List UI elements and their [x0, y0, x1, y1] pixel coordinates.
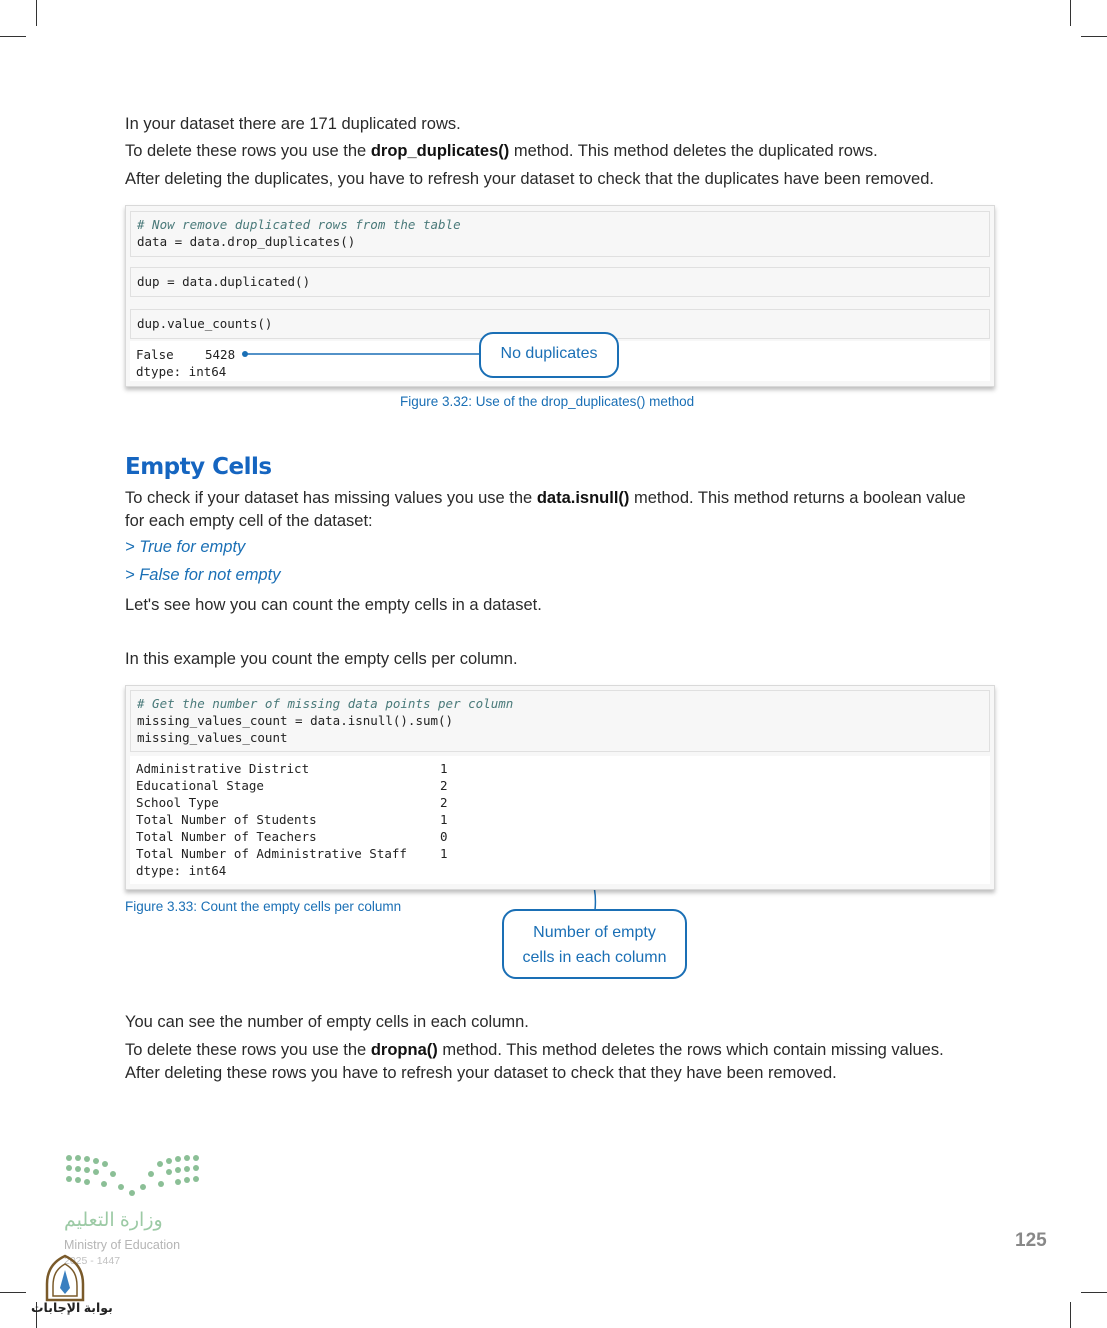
code-comment: # Now remove duplicated rows from the table [137, 217, 461, 232]
figure-caption-3-33: Figure 3.33: Count the empty cells per column [125, 899, 402, 914]
output-row-label: School Type [136, 795, 219, 810]
section-paragraph-3: In this example you count the empty cells per column. [125, 650, 518, 668]
output-row-value: 2 [440, 795, 448, 810]
output-row-value: 1 [440, 812, 448, 827]
isnull-method-name: data.isnull() [536, 489, 630, 507]
output-row-value: 1 [440, 761, 448, 776]
section-paragraph-1 [125, 487, 966, 509]
callout-no-duplicates [479, 332, 619, 378]
portal-stamp-label: بوابة الإجابات [31, 1301, 113, 1315]
section-paragraph-2: Let's see how you can count the empty cells in a dataset. [125, 596, 542, 614]
output-row-label: Total Number of Administrative Staff [136, 846, 407, 861]
ministry-years: 2025 - 1447 [64, 1255, 121, 1267]
intro-line-2-text: To delete these rows you use the [125, 142, 371, 160]
portal-emblem-icon [44, 1254, 86, 1302]
output-false-value: 5428 [205, 347, 236, 362]
outro-line-1: You can see the number of empty cells in each column. [125, 1013, 529, 1031]
list-item-false: > False for not empty [125, 566, 281, 584]
code-line: data = data.drop_duplicates() [137, 234, 356, 249]
page-number: 125 [1015, 1230, 1047, 1251]
code-line: missing_values_count [137, 730, 288, 745]
output-row-label: Total Number of Teachers [136, 829, 317, 844]
code-comment: # Get the number of missing data points per column [137, 696, 514, 711]
section-paragraph-1-cont: for each empty cell of the dataset: [125, 512, 373, 530]
callout-text: No duplicates [500, 345, 598, 362]
outro-line-3: After deleting these rows you have to refresh your dataset to check that they have been removed. [125, 1064, 837, 1082]
output-row-label: Total Number of Students [136, 812, 317, 827]
output-row-label: Administrative District [136, 761, 310, 776]
intro-method-name: drop_duplicates() [370, 142, 510, 160]
output-dtype: dtype: int64 [136, 863, 227, 878]
outro-line-2 [125, 1039, 944, 1061]
figure-caption-3-32: Figure 3.32: Use of the drop_duplicates() method [400, 394, 695, 409]
callout-empty-cells [502, 909, 687, 979]
ministry-name-en: Ministry of Education [64, 1238, 181, 1252]
callout-text: cells in each column [522, 949, 667, 966]
intro-line-2-tail: method. This method deletes the duplicated rows. [509, 142, 878, 160]
paragraph-tail: method. This method returns a boolean value [629, 489, 966, 507]
ministry-logo [62, 1150, 202, 1200]
output-false-label: False [136, 347, 174, 362]
ministry-name-ar: وزارة التعليم [64, 1210, 163, 1231]
output-row-label: Educational Stage [136, 778, 264, 793]
code-figure-isnull [125, 685, 995, 890]
list-item-true: > True for empty [125, 538, 246, 556]
intro-line-3: After deleting the duplicates, you have to refresh your dataset to check that the duplicates have been removed. [125, 170, 934, 188]
outro-text: To delete these rows you use the [125, 1041, 371, 1059]
output-cell [130, 756, 990, 884]
output-dtype: dtype: int64 [136, 364, 227, 379]
paragraph-text: To check if your dataset has missing values you use the [125, 489, 537, 507]
code-line: dup = data.duplicated() [137, 274, 311, 289]
outro-tail: method. This method deletes the rows which contain missing values. [437, 1041, 944, 1059]
output-row-value: 0 [440, 829, 448, 844]
code-cell-missing [130, 690, 990, 752]
dropna-method-name: dropna() [370, 1041, 438, 1059]
code-line: dup.value_counts() [137, 316, 273, 331]
output-row-value: 1 [440, 846, 448, 861]
output-row-value: 2 [440, 778, 448, 793]
code-line: missing_values_count = data.isnull().sum() [137, 713, 454, 728]
intro-line-1: In your dataset there are 171 duplicated rows. [125, 115, 461, 133]
section-heading: Empty Cells [125, 454, 272, 480]
callout-text: Number of empty [533, 924, 656, 941]
